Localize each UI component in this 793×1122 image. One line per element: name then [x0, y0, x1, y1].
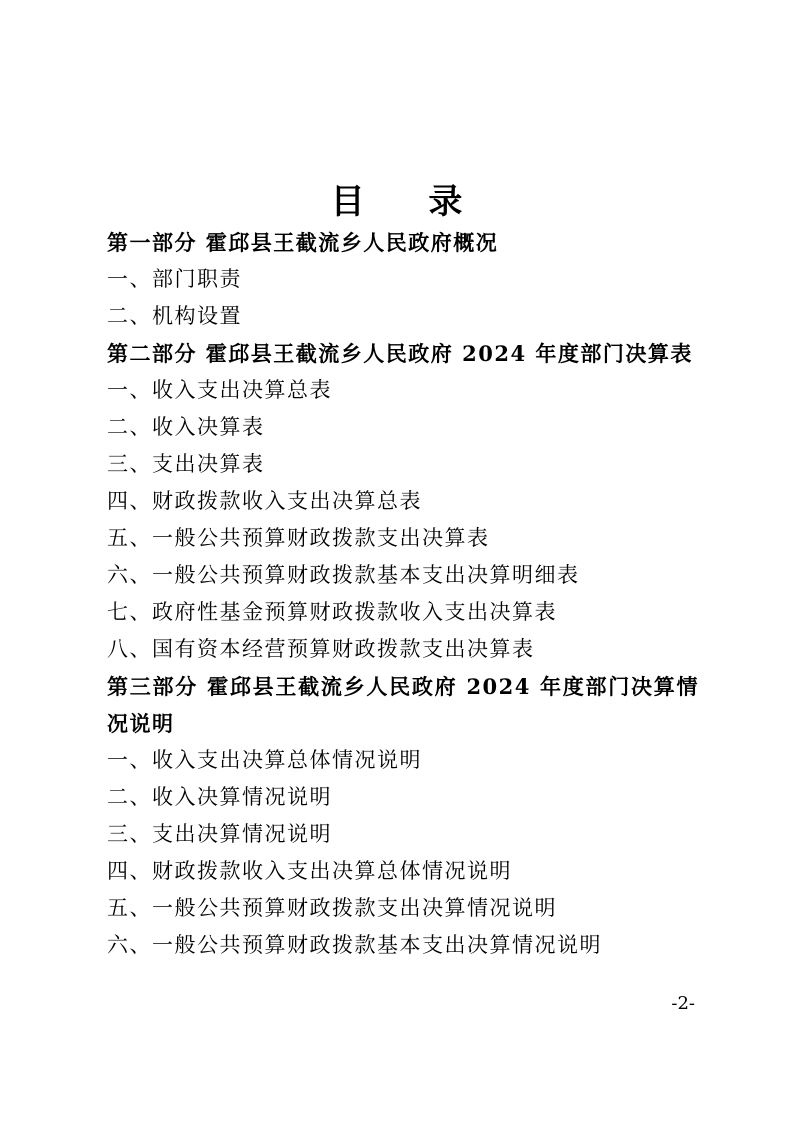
toc-item: 一、部门职责 — [107, 267, 242, 291]
toc-item: 四、财政拨款收入支出决算总体情况说明 — [107, 859, 512, 883]
toc-item: 二、收入决算表 — [107, 415, 265, 439]
toc-item: 三、支出决算表 — [107, 452, 265, 476]
toc-item: 五、一般公共预算财政拨款支出决算情况说明 — [107, 896, 557, 920]
page-title: 目 录 — [330, 182, 489, 222]
table-of-contents — [107, 224, 699, 964]
toc-item: 四、财政拨款收入支出决算总表 — [107, 489, 422, 513]
toc-item: 六、一般公共预算财政拨款基本支出决算情况说明 — [107, 933, 602, 957]
page-number: -2- — [671, 993, 695, 1014]
toc-item: 五、一般公共预算财政拨款支出决算表 — [107, 526, 490, 550]
toc-item: 六、一般公共预算财政拨款基本支出决算明细表 — [107, 563, 580, 587]
toc-item: 七、政府性基金预算财政拨款收入支出决算表 — [107, 600, 557, 624]
toc-part-heading: 第一部分 霍邱县王截流乡人民政府概况 — [107, 230, 499, 255]
toc-item: 三、支出决算情况说明 — [107, 822, 332, 846]
toc-item: 八、国有资本经营预算财政拨款支出决算表 — [107, 637, 535, 661]
toc-part-heading: 第三部分 霍邱县王截流乡人民政府 2024 年度部门决算情况说明 — [107, 674, 699, 736]
toc-part-heading: 第二部分 霍邱县王截流乡人民政府 2024 年度部门决算表 — [107, 341, 693, 366]
toc-item: 二、收入决算情况说明 — [107, 785, 332, 809]
toc-item: 一、收入支出决算总表 — [107, 378, 332, 402]
toc-item: 一、收入支出决算总体情况说明 — [107, 748, 422, 772]
toc-item: 二、机构设置 — [107, 304, 242, 328]
